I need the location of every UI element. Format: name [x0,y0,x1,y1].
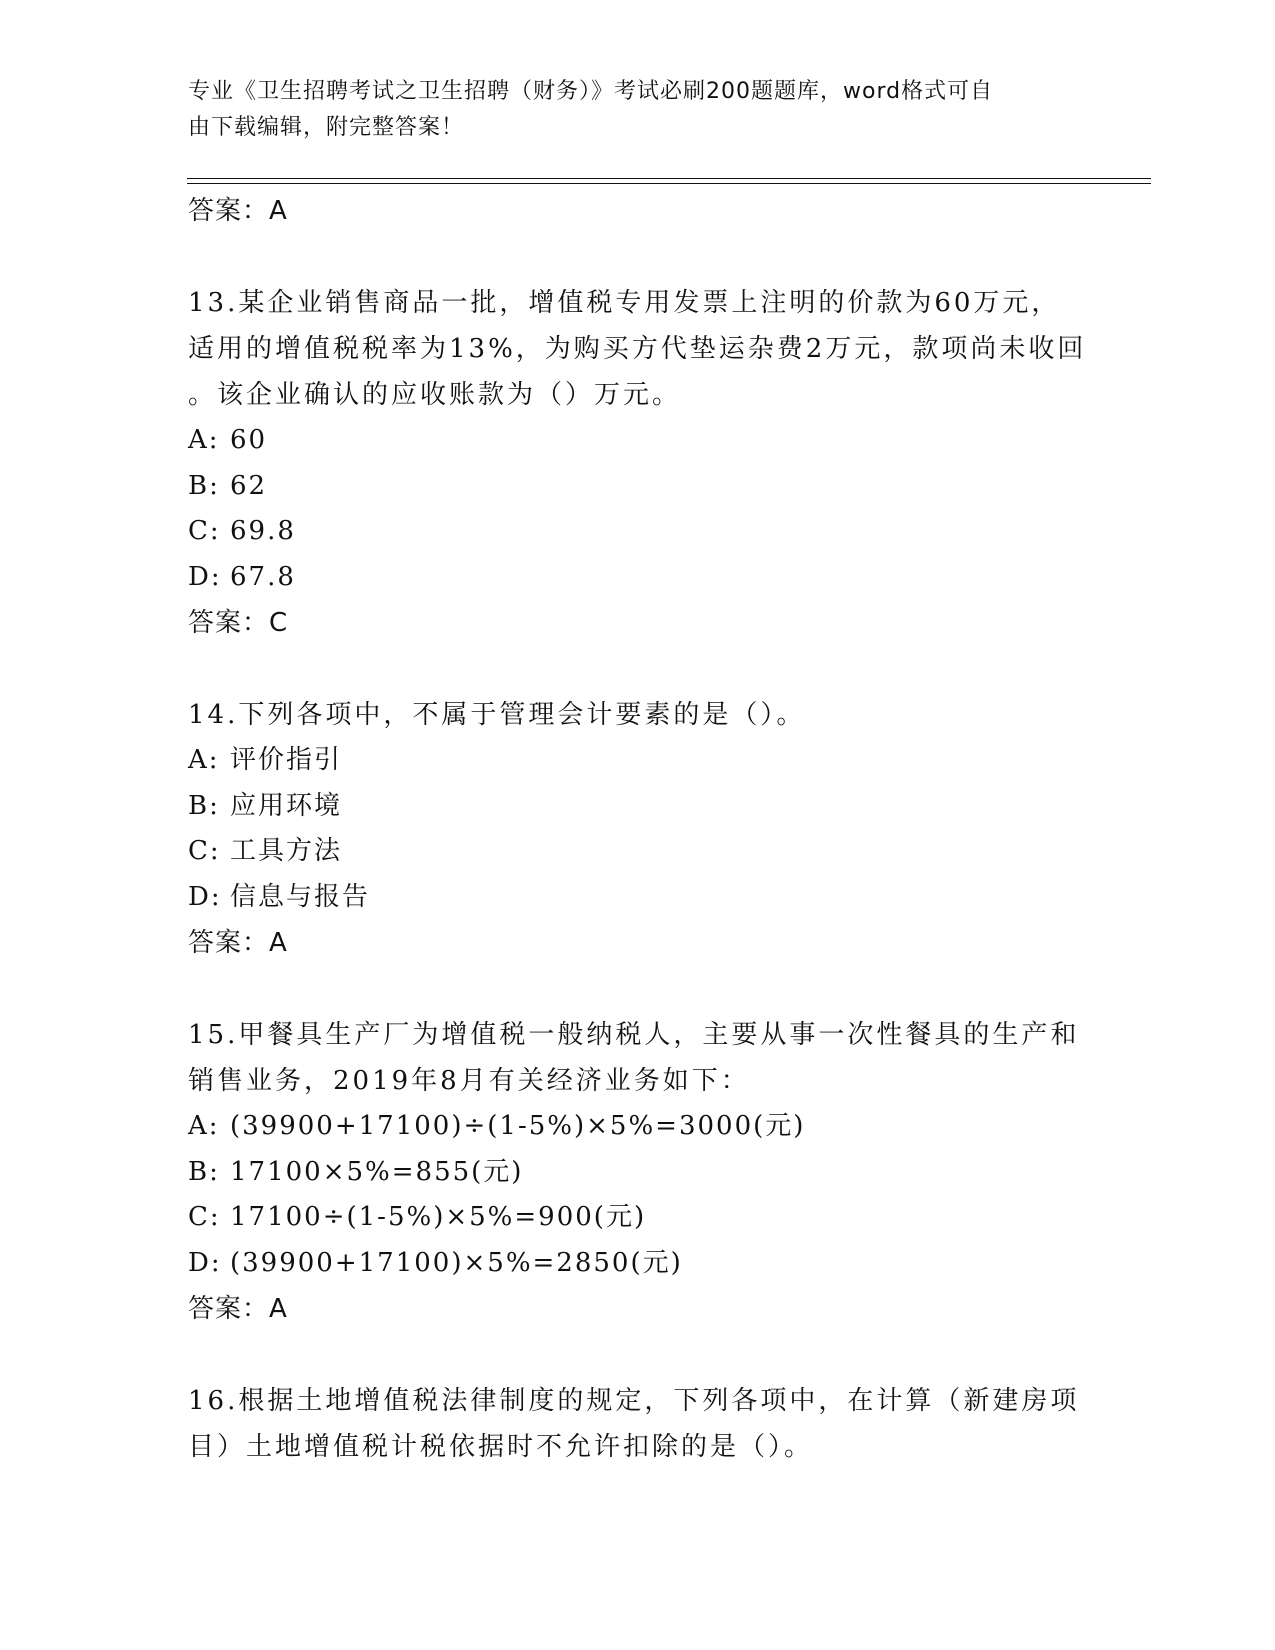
option-a [188,738,1088,784]
option-text: 信息与报告 [230,881,371,912]
header-divider-bottom [187,183,1151,184]
question-text-line: 。该企业确认的应收账款为（）万元。 [188,380,682,410]
question-text-line: 15.甲餐具生产厂为增值税一般纳税人，主要从事一次性餐具的生产和 [188,1020,1080,1050]
option-a [188,418,1088,464]
option-text: 69.8 [230,516,296,546]
option-letter: A: [188,745,220,775]
option-letter: B: [188,470,220,501]
spacer [188,1332,1088,1378]
option-text: 评价指引 [230,745,343,775]
question-text-line: 适用的增值税税率为13%，为购买方代垫运杂费2万元，款项尚未收回 [188,334,1087,364]
question-text-line: 销售业务，2019年8月有关经济业务如下： [188,1066,750,1096]
question-list [188,188,1088,1470]
option-b [188,1150,1088,1196]
option-letter: D: [188,881,222,912]
spacer [188,966,1088,1012]
option-d [188,555,1088,601]
option-letter: B: [188,790,220,821]
option-letter: C: [188,1202,221,1232]
question-16 [188,1378,1088,1470]
option-b [188,784,1088,830]
question-text-line: 14.下列各项中，不属于管理会计要素的是（）。 [188,700,806,730]
option-text: 67.8 [230,561,296,592]
answer-line: 答案：A [188,1294,288,1324]
answer-line: 答案：C [188,608,289,638]
question-text-line: 目）土地增值税计税依据时不允许扣除的是（）。 [188,1432,814,1462]
option-text: 应用环境 [230,790,343,821]
option-letter: A: [188,425,220,455]
spacer [188,646,1088,692]
option-c [188,1195,1088,1241]
question-text-line: 13.某企业销售商品一批，增值税专用发票上注明的价款为60万元， [188,288,1061,318]
option-letter: D: [188,561,222,592]
option-letter: A: [188,1111,220,1141]
question-13 [188,280,1088,418]
option-text: (39900+17100)×5%=2850(元) [230,1247,683,1278]
option-d [188,875,1088,921]
option-b [188,464,1088,510]
question-15 [188,1012,1088,1104]
option-text: 62 [230,470,268,501]
answer-line: 答案：A [188,928,288,958]
document-header [188,74,1088,146]
option-letter: C: [188,516,221,546]
header-line-2: 由下载编辑，附完整答案！ [188,115,465,140]
answer-line: 答案：A [188,196,288,226]
option-text: 工具方法 [230,836,343,866]
option-text: 17100÷(1-5%)×5%=900(元) [230,1202,647,1232]
option-letter: D: [188,1247,222,1278]
option-text: (39900+17100)÷(1-5%)×5%=3000(元) [230,1111,806,1141]
option-letter: C: [188,836,221,866]
option-c [188,829,1088,875]
option-a [188,1104,1088,1150]
option-c [188,509,1088,555]
option-letter: B: [188,1156,220,1187]
question-14 [188,692,1088,738]
option-text: 17100×5%=855(元) [230,1156,524,1187]
option-text: 60 [230,425,268,455]
header-divider-top [187,178,1151,179]
option-d [188,1241,1088,1287]
spacer [188,234,1088,280]
header-line-1: 专业《卫生招聘考试之卫生招聘（财务）》考试必刷200题题库，word格式可自 [188,79,994,104]
question-text-line: 16.根据土地增值税法律制度的规定，下列各项中，在计算（新建房项 [188,1386,1080,1416]
